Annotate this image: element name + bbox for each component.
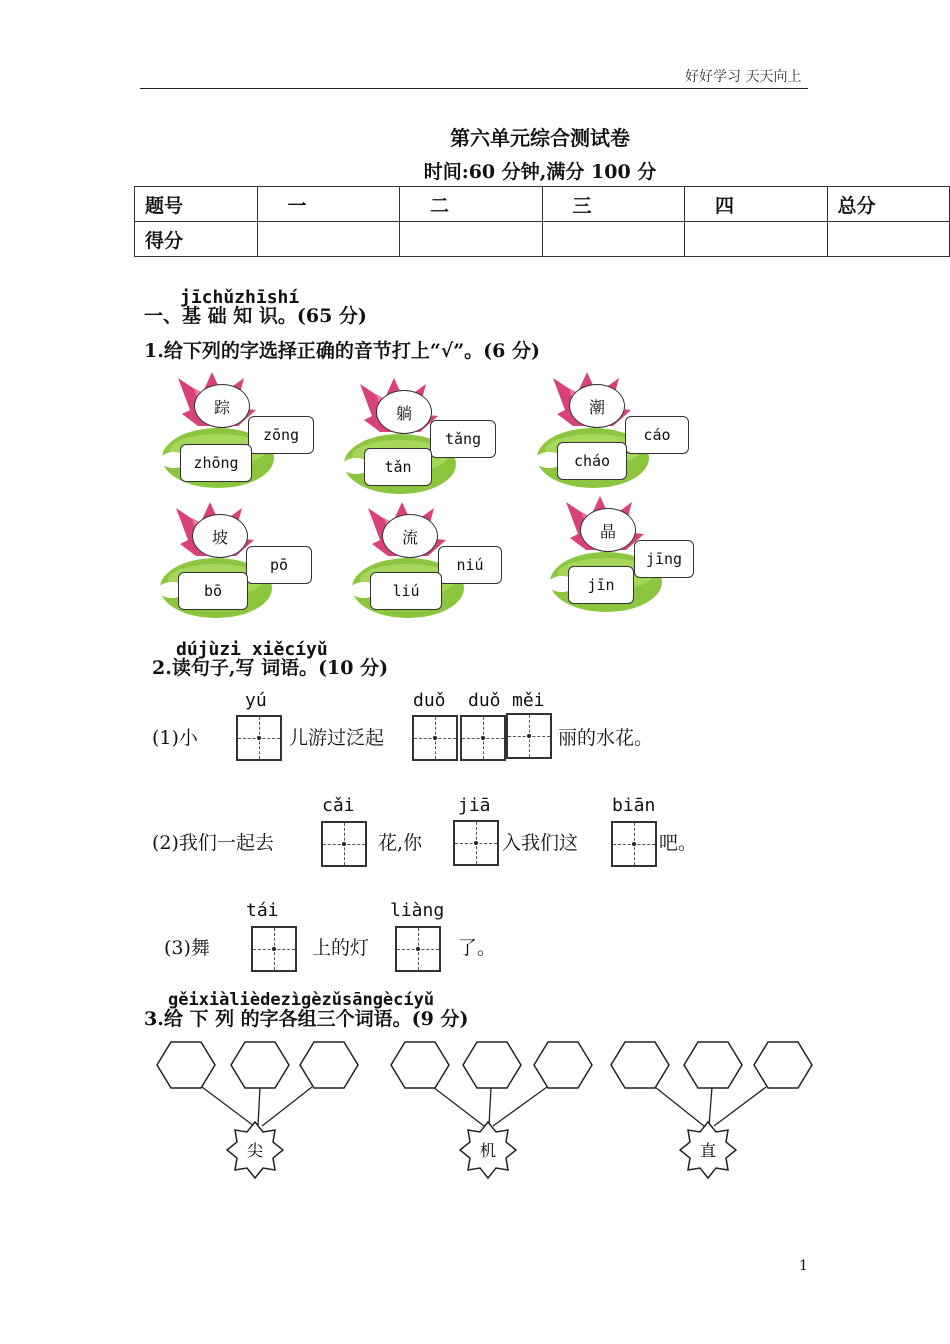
pinyin-hint: biān: [612, 795, 656, 816]
pinyin-hint: yú: [245, 690, 267, 711]
lotus-item: [160, 370, 330, 490]
pinyin-hint: cǎi: [322, 795, 355, 816]
lotus-item: [548, 494, 718, 614]
q2-pinyin: dújùzi xiěcíyǔ: [176, 639, 328, 660]
score-input-cell[interactable]: [542, 222, 685, 257]
pinyin-option[interactable]: jīn: [568, 566, 634, 604]
score-table-score-row: [135, 222, 950, 257]
pinyin-hint: liàng: [390, 900, 445, 921]
section1-suffix: 。(65 分): [277, 305, 367, 327]
answer-hexagon[interactable]: [391, 1042, 449, 1088]
target-character: 晶: [580, 508, 636, 552]
page-subtitle: 时间:60 分钟,满分 100 分: [423, 161, 657, 183]
pinyin-option[interactable]: tǎng: [430, 420, 496, 458]
sentence-start: (3)舞: [164, 937, 210, 959]
writing-grid-box[interactable]: [611, 821, 657, 867]
target-character: 潮: [569, 384, 625, 428]
section1-label: 基 础 知 识: [182, 305, 278, 327]
pinyin-hint: měi: [512, 690, 545, 711]
answer-hexagon[interactable]: [231, 1042, 289, 1088]
score-input-cell[interactable]: [257, 222, 400, 257]
target-character: 躺: [376, 390, 432, 434]
pinyin-option[interactable]: zhōng: [180, 444, 252, 482]
table-cell: 一: [257, 187, 400, 222]
sentence-end: 了。: [458, 937, 497, 959]
table-cell: 总分: [827, 187, 950, 222]
pinyin-hint: tái: [246, 900, 279, 921]
lotus-item: [342, 376, 512, 496]
score-input-cell[interactable]: [685, 222, 828, 257]
table-cell: 三: [542, 187, 685, 222]
writing-grid-box[interactable]: [251, 926, 297, 972]
pinyin-option[interactable]: cháo: [557, 442, 627, 480]
pinyin-hint: duǒ: [413, 690, 446, 711]
pinyin-hint: jiā: [458, 795, 491, 816]
table-cell: 得分: [135, 222, 258, 257]
score-table: [134, 186, 950, 257]
table-cell: 四: [685, 187, 828, 222]
header-slogan: 好好学习 天天向上: [685, 69, 802, 85]
writing-grid-box[interactable]: [412, 715, 458, 761]
pinyin-option[interactable]: niú: [438, 546, 502, 584]
pinyin-option[interactable]: bō: [178, 572, 248, 610]
lotus-item: [158, 500, 328, 620]
pinyin-option[interactable]: tǎn: [364, 448, 432, 486]
sentence-text: 花,你: [378, 832, 423, 854]
lotus-item: [535, 370, 705, 490]
answer-hexagon[interactable]: [534, 1042, 592, 1088]
pinyin-option[interactable]: pō: [246, 546, 312, 584]
sentence-start: (2)我们一起去: [152, 832, 274, 854]
page-number: 1: [799, 1258, 808, 1274]
sentence-text: 入我们这: [502, 832, 579, 854]
writing-grid-box[interactable]: [321, 821, 367, 867]
answer-hexagon[interactable]: [157, 1042, 215, 1088]
pinyin-option[interactable]: liú: [370, 572, 442, 610]
table-cell: 题号: [135, 187, 258, 222]
score-input-cell[interactable]: [827, 222, 950, 257]
writing-grid-box[interactable]: [453, 820, 499, 866]
center-character: 尖: [246, 1141, 264, 1160]
lotus-item: [350, 500, 520, 620]
q2-title: 2.读句子,写 词语。(10 分): [152, 657, 389, 679]
q1-title: 1.给下列的字选择正确的音节打上“√”。(6 分): [144, 340, 540, 362]
q3-pinyin: gěixiàlièdezìgèzǔsāngècíyǔ: [168, 990, 435, 1010]
writing-grid-box[interactable]: [506, 713, 552, 759]
answer-hexagon[interactable]: [300, 1042, 358, 1088]
pinyin-option[interactable]: zōng: [248, 416, 314, 454]
score-table-header-row: [135, 187, 950, 222]
word-group-diagram: [0, 1030, 950, 1190]
pinyin-hint: duǒ: [468, 690, 501, 711]
pinyin-option[interactable]: jīng: [634, 540, 694, 578]
center-character: 机: [479, 1141, 497, 1160]
answer-hexagon[interactable]: [611, 1042, 669, 1088]
writing-grid-box[interactable]: [395, 926, 441, 972]
pinyin-option[interactable]: cáo: [625, 416, 689, 454]
center-character: 直: [699, 1141, 717, 1160]
section1-heading: [144, 301, 367, 328]
table-cell: 二: [400, 187, 543, 222]
sentence-end: 丽的水花。: [558, 727, 654, 749]
target-character: 踪: [194, 384, 250, 428]
writing-grid-box[interactable]: [460, 715, 506, 761]
sentence-text: 上的灯: [312, 937, 370, 959]
answer-hexagon[interactable]: [684, 1042, 742, 1088]
sentence-start: (1)小: [152, 727, 198, 749]
target-character: 流: [382, 514, 438, 558]
section1-prefix: 一、: [144, 305, 183, 327]
header-divider: [140, 88, 808, 89]
answer-hexagon[interactable]: [463, 1042, 521, 1088]
writing-grid-box[interactable]: [236, 715, 282, 761]
sentence-end: 吧。: [659, 832, 698, 854]
sentence-text: 儿游过泛起: [289, 727, 385, 749]
target-character: 坡: [192, 514, 248, 558]
q3-title: 3.给 下 列 的字各组三个词语。(9 分): [144, 1008, 469, 1030]
page-title: 第六单元综合测试卷: [450, 126, 630, 150]
score-input-cell[interactable]: [400, 222, 543, 257]
section1-pinyin: jīchǔzhīshí: [180, 287, 300, 308]
answer-hexagon[interactable]: [754, 1042, 812, 1088]
